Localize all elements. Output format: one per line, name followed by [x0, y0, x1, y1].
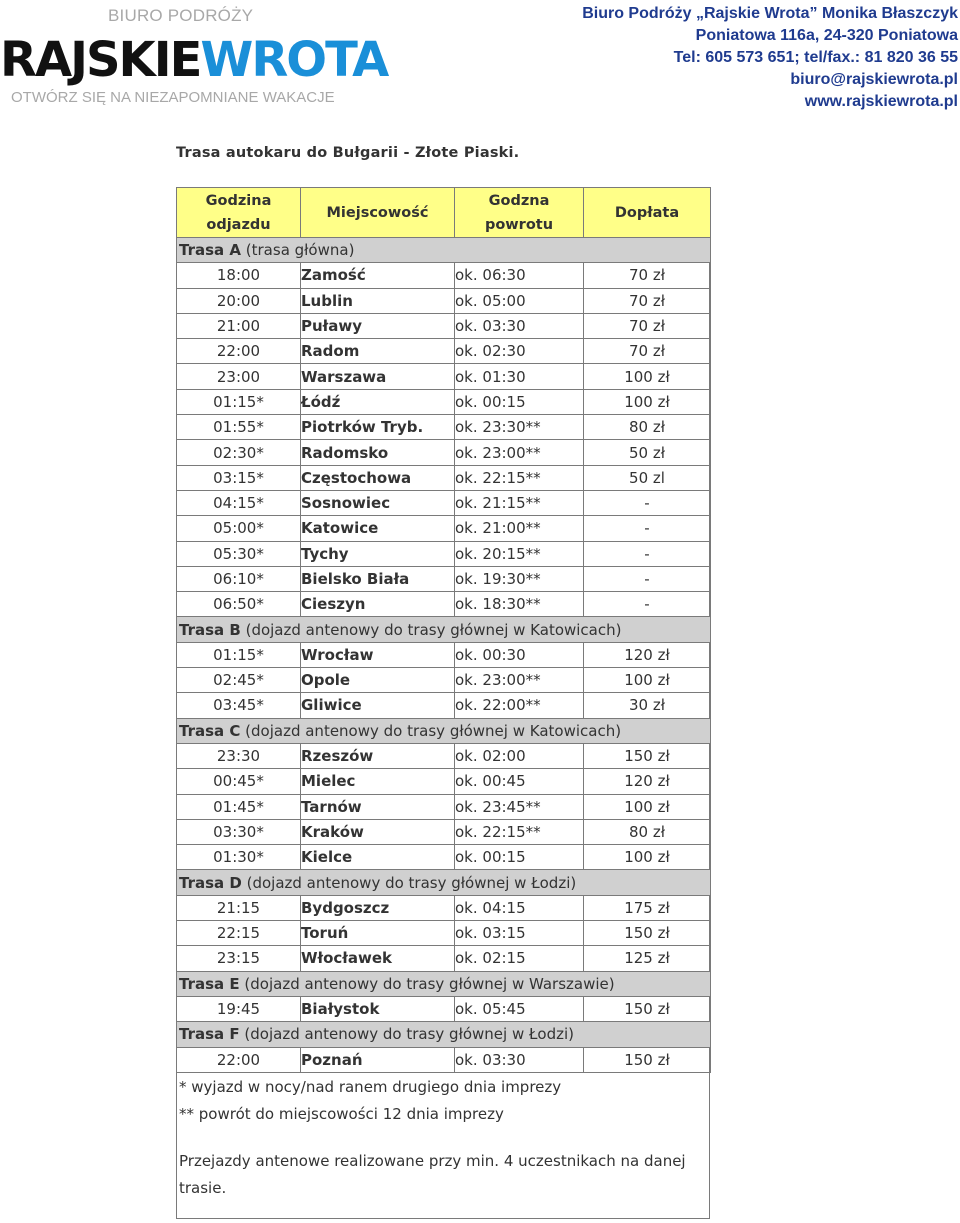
table-row: [177, 440, 711, 465]
table-row: [177, 769, 711, 794]
table-row: [177, 263, 711, 288]
city-cell: Bydgoszcz: [301, 895, 455, 920]
return-time-cell: ok. 22:15**: [455, 819, 584, 844]
city-cell: Kielce: [301, 845, 455, 870]
fee-cell: 120 zł: [584, 769, 711, 794]
city-cell: Gliwice: [301, 693, 455, 718]
departure-time-cell: 05:00*: [177, 516, 301, 541]
departure-time-cell: 02:30*: [177, 440, 301, 465]
departure-time-cell: 19:45: [177, 996, 301, 1021]
section-header: [177, 718, 711, 743]
return-time-cell: ok. 01:30: [455, 364, 584, 389]
table-row: [177, 642, 711, 667]
logo-part-rajskie: RAJSKIE: [0, 32, 201, 88]
table-row: [177, 313, 711, 338]
table-row: [177, 288, 711, 313]
route-table: [176, 187, 711, 1073]
section-row: [177, 1022, 711, 1047]
return-time-cell: ok. 04:15: [455, 895, 584, 920]
return-time-cell: ok. 05:45: [455, 996, 584, 1021]
departure-time-cell: 22:15: [177, 921, 301, 946]
fee-cell: 100 zł: [584, 364, 711, 389]
city-cell: Piotrków Tryb.: [301, 415, 455, 440]
city-cell: Białystok: [301, 996, 455, 1021]
city-cell: Poznań: [301, 1047, 455, 1072]
return-time-cell: ok. 22:15**: [455, 465, 584, 490]
return-time-cell: ok. 00:30: [455, 642, 584, 667]
city-cell: Toruń: [301, 921, 455, 946]
city-cell: Katowice: [301, 516, 455, 541]
departure-time-cell: 02:45*: [177, 668, 301, 693]
departure-time-cell: 23:30: [177, 743, 301, 768]
header-fee: Dopłata: [584, 188, 711, 238]
brand-tagline: OTWÓRZ SIĘ NA NIEZAPOMNIANE WAKACJE: [11, 89, 335, 106]
city-cell: Bielsko Biała: [301, 566, 455, 591]
city-cell: Tychy: [301, 541, 455, 566]
table-row: [177, 946, 711, 971]
header-departure: Godzina odjazdu: [177, 188, 301, 238]
city-cell: Warszawa: [301, 364, 455, 389]
city-cell: Lublin: [301, 288, 455, 313]
departure-time-cell: 20:00: [177, 288, 301, 313]
departure-time-cell: 18:00: [177, 263, 301, 288]
return-time-cell: ok. 02:30: [455, 339, 584, 364]
return-time-cell: ok. 23:00**: [455, 440, 584, 465]
return-time-cell: ok. 23:45**: [455, 794, 584, 819]
logo-part-wrota: WROTA: [200, 32, 388, 88]
city-cell: Mielec: [301, 769, 455, 794]
brand-top-label: BIURO PODRÓŻY: [108, 6, 254, 25]
return-time-cell: ok. 06:30: [455, 263, 584, 288]
city-cell: Włocławek: [301, 946, 455, 971]
departure-time-cell: 00:45*: [177, 769, 301, 794]
section-description: (dojazd antenowy do trasy głównej w Łodzi): [244, 1025, 575, 1044]
contact-address: Poniatowa 116a, 24-320 Poniatowa: [695, 27, 958, 44]
fee-cell: 70 zł: [584, 339, 711, 364]
section-label: Trasa D: [179, 873, 242, 892]
return-time-cell: ok. 23:30**: [455, 415, 584, 440]
departure-time-cell: 04:15*: [177, 490, 301, 515]
return-time-cell: ok. 02:00: [455, 743, 584, 768]
section-header: [177, 1022, 711, 1047]
table-row: [177, 668, 711, 693]
city-cell: Opole: [301, 668, 455, 693]
return-time-cell: ok. 05:00: [455, 288, 584, 313]
notes-spacer: [179, 1128, 699, 1148]
table-row: [177, 415, 711, 440]
notes: [179, 1074, 699, 1202]
city-cell: Radomsko: [301, 440, 455, 465]
departure-time-cell: 01:45*: [177, 794, 301, 819]
fee-cell: 150 zł: [584, 1047, 711, 1072]
section-row: [177, 718, 711, 743]
fee-cell: -: [584, 541, 711, 566]
contact-block: [582, 3, 958, 113]
departure-time-cell: 06:50*: [177, 592, 301, 617]
table-row: [177, 490, 711, 515]
fee-cell: 50 zł: [584, 440, 711, 465]
fee-cell: 70 zł: [584, 288, 711, 313]
table-row: [177, 895, 711, 920]
table-row: [177, 921, 711, 946]
table-row: [177, 541, 711, 566]
section-description: (trasa główna): [245, 241, 355, 260]
city-cell: Łódź: [301, 389, 455, 414]
fee-cell: 100 zł: [584, 845, 711, 870]
table-row: [177, 465, 711, 490]
fee-cell: 100 zł: [584, 794, 711, 819]
return-time-cell: ok. 18:30**: [455, 592, 584, 617]
return-time-cell: ok. 02:15: [455, 946, 584, 971]
contact-email[interactable]: biuro@rajskiewrota.pl: [790, 71, 958, 88]
section-label: Trasa E: [179, 974, 240, 993]
table-row: [177, 845, 711, 870]
fee-cell: 150 zł: [584, 996, 711, 1021]
route-table-body: [177, 238, 711, 1073]
departure-time-cell: 22:00: [177, 339, 301, 364]
section-description: (dojazd antenowy do trasy głównej w Warszawie): [244, 974, 615, 993]
contact-phone: Tel: 605 573 651; tel/fax.: 81 820 36 55: [673, 49, 958, 66]
table-row: [177, 743, 711, 768]
table-row: [177, 819, 711, 844]
fee-cell: 80 zł: [584, 819, 711, 844]
section-label: Trasa F: [179, 1025, 240, 1044]
section-description: (dojazd antenowy do trasy głównej w Katowicach): [245, 721, 622, 740]
city-cell: Wrocław: [301, 642, 455, 667]
table-row: [177, 566, 711, 591]
city-cell: Tarnów: [301, 794, 455, 819]
return-time-cell: ok. 00:15: [455, 845, 584, 870]
departure-time-cell: 03:30*: [177, 819, 301, 844]
section-description: (dojazd antenowy do trasy głównej w Katowicach): [245, 620, 622, 639]
fee-cell: 100 zł: [584, 668, 711, 693]
return-time-cell: ok. 23:00**: [455, 668, 584, 693]
departure-time-cell: 06:10*: [177, 566, 301, 591]
brand-logo: [0, 32, 387, 88]
section-row: [177, 617, 711, 642]
return-time-cell: ok. 00:45: [455, 769, 584, 794]
departure-time-cell: 05:30*: [177, 541, 301, 566]
route-sheet: [176, 187, 710, 1219]
fee-cell: 30 zł: [584, 693, 711, 718]
return-time-cell: ok. 20:15**: [455, 541, 584, 566]
departure-time-cell: 03:45*: [177, 693, 301, 718]
city-cell: Sosnowiec: [301, 490, 455, 515]
return-time-cell: ok. 03:15: [455, 921, 584, 946]
section-header: [177, 870, 711, 895]
table-row: [177, 996, 711, 1021]
header-city: Miejscowość: [301, 188, 455, 238]
note-return-day: ** powrót do miejscowości 12 dnia imprezy: [179, 1105, 504, 1123]
return-time-cell: ok. 22:00**: [455, 693, 584, 718]
fee-cell: 50 zl: [584, 465, 711, 490]
departure-time-cell: 21:15: [177, 895, 301, 920]
table-row: [177, 1047, 711, 1072]
fee-cell: -: [584, 490, 711, 515]
table-row: [177, 693, 711, 718]
note-night-departure: * wyjazd w nocy/nad ranem drugiego dnia imprezy: [179, 1078, 562, 1096]
section-label: Trasa B: [179, 620, 241, 639]
contact-company: Biuro Podróży „Rajskie Wrota” Monika Błaszczyk: [582, 5, 958, 22]
table-row: [177, 794, 711, 819]
fee-cell: 100 zł: [584, 389, 711, 414]
return-time-cell: ok. 21:15**: [455, 490, 584, 515]
fee-cell: 120 zł: [584, 642, 711, 667]
section-row: [177, 971, 711, 996]
fee-cell: 175 zł: [584, 895, 711, 920]
departure-time-cell: 23:00: [177, 364, 301, 389]
header-return: Godzna powrotu: [455, 188, 584, 238]
departure-time-cell: 03:15*: [177, 465, 301, 490]
table-row: [177, 364, 711, 389]
city-cell: Puławy: [301, 313, 455, 338]
table-row: [177, 592, 711, 617]
document-title: Trasa autokaru do Bułgarii - Złote Piaski.: [176, 145, 520, 161]
section-label: Trasa C: [179, 721, 241, 740]
city-cell: Rzeszów: [301, 743, 455, 768]
departure-time-cell: 22:00: [177, 1047, 301, 1072]
fee-cell: 70 zł: [584, 313, 711, 338]
section-header: [177, 238, 711, 263]
departure-time-cell: 21:00: [177, 313, 301, 338]
city-cell: Częstochowa: [301, 465, 455, 490]
contact-website[interactable]: www.rajskiewrota.pl: [804, 93, 958, 110]
fee-cell: -: [584, 566, 711, 591]
table-row: [177, 389, 711, 414]
return-time-cell: ok. 21:00**: [455, 516, 584, 541]
table-row: [177, 339, 711, 364]
departure-time-cell: 23:15: [177, 946, 301, 971]
departure-time-cell: 01:30*: [177, 845, 301, 870]
table-header-row: [177, 188, 711, 238]
fee-cell: 150 zł: [584, 743, 711, 768]
fee-cell: 125 zł: [584, 946, 711, 971]
return-time-cell: ok. 00:15: [455, 389, 584, 414]
city-cell: Kraków: [301, 819, 455, 844]
brand-logo-block: [0, 0, 388, 112]
fee-cell: 80 zł: [584, 415, 711, 440]
fee-cell: -: [584, 592, 711, 617]
section-label: Trasa A: [179, 241, 241, 260]
return-time-cell: ok. 03:30: [455, 1047, 584, 1072]
fee-cell: -: [584, 516, 711, 541]
city-cell: Zamość: [301, 263, 455, 288]
departure-time-cell: 01:15*: [177, 642, 301, 667]
section-header: [177, 617, 711, 642]
table-row: [177, 516, 711, 541]
section-row: [177, 238, 711, 263]
fee-cell: 150 zł: [584, 921, 711, 946]
city-cell: Radom: [301, 339, 455, 364]
section-header: [177, 971, 711, 996]
section-row: [177, 870, 711, 895]
departure-time-cell: 01:55*: [177, 415, 301, 440]
return-time-cell: ok. 19:30**: [455, 566, 584, 591]
note-minimum-participants: Przejazdy antenowe realizowane przy min. 4 uczestnikach na danej trasie.: [179, 1152, 686, 1197]
fee-cell: 70 zł: [584, 263, 711, 288]
return-time-cell: ok. 03:30: [455, 313, 584, 338]
section-description: (dojazd antenowy do trasy głównej w Łodzi): [246, 873, 577, 892]
departure-time-cell: 01:15*: [177, 389, 301, 414]
city-cell: Cieszyn: [301, 592, 455, 617]
